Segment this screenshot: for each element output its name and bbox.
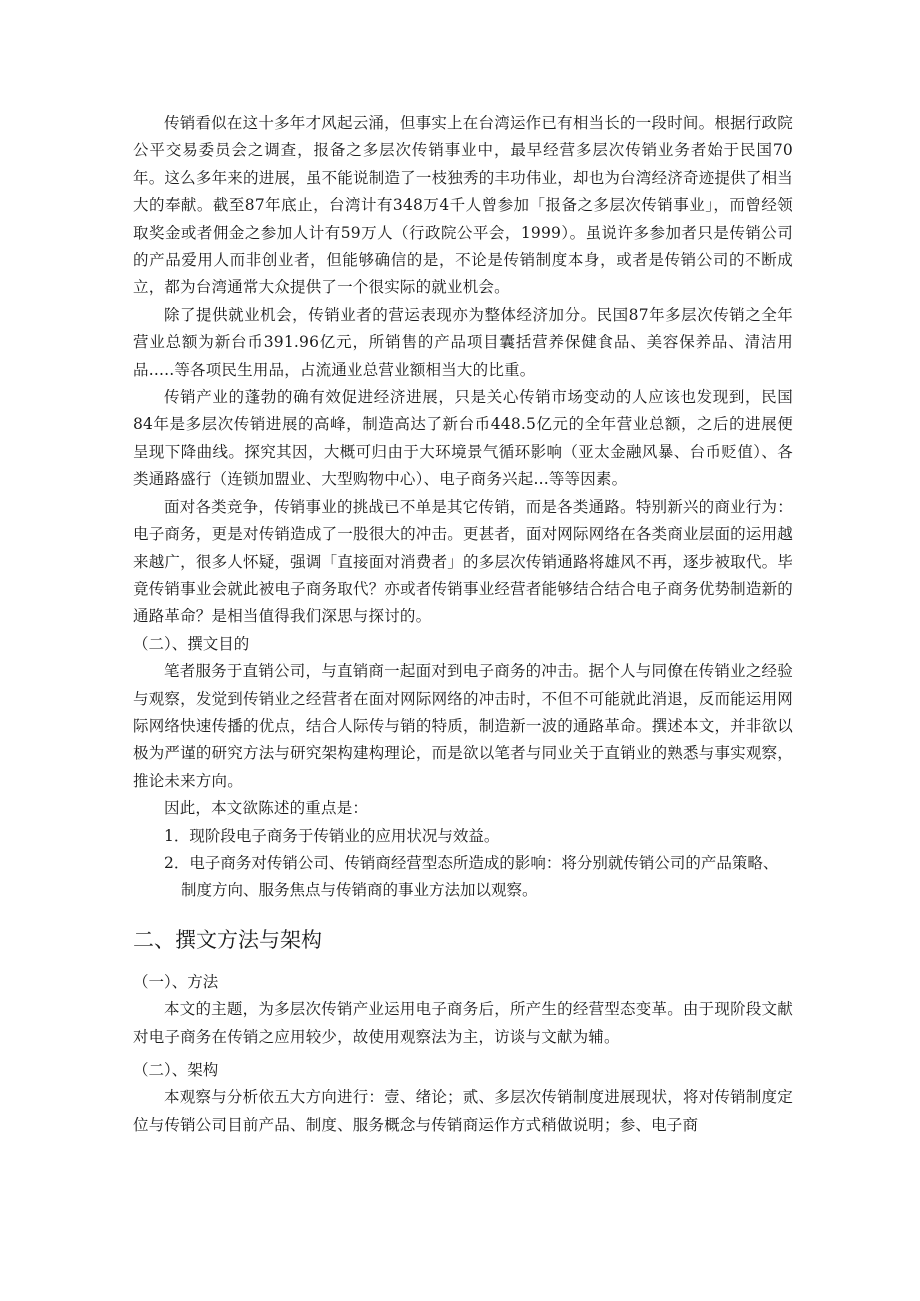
document-page: [133, 110, 793, 1139]
purpose-item-2: 2．电子商务对传销公司、传销商经营型态所造成的影响：将分别就传销公司的产品策略、制度方向、服务焦点与传销商的事业方法加以观察。: [164, 853, 779, 900]
purpose-paragraph-2: 因此，本文欲陈述的重点是：: [164, 799, 369, 818]
method-paragraph: 本文的主题，为多层次传销产业运用电子商务后，所产生的经营型态变革。由于现阶段文献对电子商务在传销之应用较少，故使用观察法为主，访谈与文献为辅。: [133, 1000, 793, 1046]
structure-heading: （二）、架构: [133, 1061, 219, 1079]
purpose-item-1: 1．现阶段电子商务于传销业的应用状况与效益。: [164, 826, 500, 845]
paragraph-intro-1: 传销看似在这十多年才风起云涌，但事实上在台湾运作已有相当长的一段时间。根据行政院公平交易委员会之调查，报备之多层次传销事业中，最早经营多层次传销业务者始于民国70年。这么多年来的进展，虽不能说制造了一枝独秀的丰功伟业，却也为台湾经济奇迹提供了相当大的奉献。截至87年底止，台湾计有348万4千人曾参加「报备之多层次传销事业」，而曾经领取奖金或者佣金之参加人计有59万人（行政院公平会，1999）。虽说许多参加者只是传销公司的产品爱用人而非创业者，但能够确信的是，不论是传销制度本身，或者是传销公司的不断成立，都为台湾通常大众提供了一个很实际的就业机会。: [133, 114, 793, 297]
paragraph-intro-4: 面对各类竞争，传销事业的挑战已不单是其它传销，而是各类通路。特别新兴的商业行为：电子商务，更是对传销造成了一股很大的冲击。更甚者，面对网际网络在各类商业层面的运用越来越广，很多人怀疑，强调「直接面对消费者」的多层次传销通路将雄风不再，逐步被取代。毕竟传销事业会就此被电子商务取代？亦或者传销事业经营者能够结合结合电子商务优势制造新的通路革命？是相当值得我们深思与探讨的。: [133, 497, 793, 626]
paragraph-intro-2: 除了提供就业机会，传销业者的营运表现亦为整体经济加分。民国87年多层次传销之全年营业总额为新台币391.96亿元，所销售的产品项目囊括营养保健食品、美容保养品、清洁用品.....等各项民生用品，占流通业总营业额相当大的比重。: [133, 305, 793, 379]
paragraph-intro-3: 传销产业的蓬勃的确有效促进经济进展，只是关心传销市场变动的人应该也发现到，民国84年是多层次传销进展的高峰，制造高达了新台币448.5亿元的全年营业总额，之后的进展便呈现下降曲线。探究其因，大概可归由于大环境景气循环影响（亚太金融风暴、台币贬值）、各类通路盛行（连锁加盟业、大型购物中心）、电子商务兴起...等等因素。: [133, 388, 793, 489]
method-heading: （一）、方法: [133, 972, 219, 991]
structure-paragraph: 本观察与分析依五大方向进行：壹、绪论；贰、多层次传销制度进展现状，将对传销制度定位与传销公司目前产品、制度、服务概念与传销商运作方式稍做说明；参、电子商: [133, 1088, 793, 1134]
purpose-paragraph-1: 笔者服务于直销公司，与直销商一起面对到电子商务的冲击。据个人与同僚在传销业之经验与观察，发觉到传销业之经营者在面对网际网络的冲击时，不但不可能就此消退，反而能运用网际网络快速传播的优点，结合人际传与销的特质，制造新一波的通路革命。撰述本文，并非欲以极为严谨的研究方法与研究架构建构理论，而是欲以笔者与同业关于直销业的熟悉与事实观察，推论未来方向。: [133, 662, 793, 790]
purpose-heading: （二）、撰文目的: [133, 634, 250, 653]
section-heading-method-structure: 二、撰文方法与架构: [133, 927, 322, 952]
